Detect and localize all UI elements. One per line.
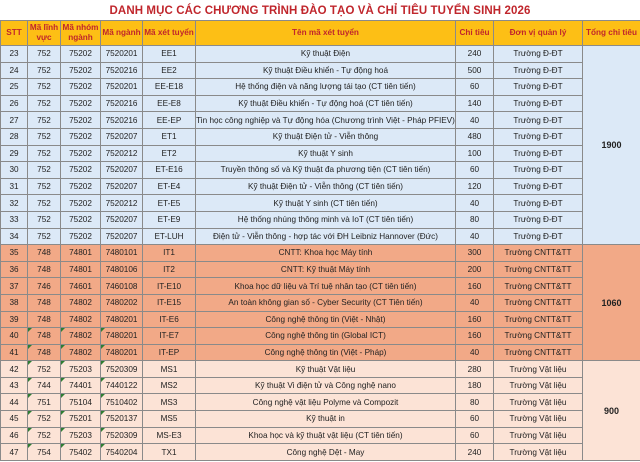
cell-stt: 38 bbox=[1, 294, 28, 311]
cell-stt: 39 bbox=[1, 311, 28, 328]
cell-ma-linh-vuc: 748 bbox=[28, 261, 61, 278]
cell-ten-ma-xet-tuyen: Kỹ thuật Vật liệu bbox=[196, 361, 456, 378]
cell-ma-linh-vuc: 746 bbox=[28, 278, 61, 295]
cell-ten-ma-xet-tuyen: Khoa học và kỹ thuật vật liệu (CT tiên tiến) bbox=[196, 427, 456, 444]
group-total-cell: 900 bbox=[583, 361, 640, 461]
col-header-ma-nganh: Mã ngành bbox=[101, 21, 143, 46]
cell-ma-nhom-nganh: 74801 bbox=[61, 245, 101, 262]
cell-ma-xet-tuyen: MS2 bbox=[143, 377, 196, 394]
cell-ma-nganh: 7480201 bbox=[101, 344, 143, 361]
cell-chi-tieu: 60 bbox=[456, 162, 494, 179]
cell-chi-tieu: 40 bbox=[456, 112, 494, 129]
cell-chi-tieu: 40 bbox=[456, 228, 494, 245]
group-total-cell: 1900 bbox=[583, 46, 640, 245]
cell-don-vi-quan-ly: Trường CNTT&TT bbox=[494, 328, 583, 345]
cell-stt: 47 bbox=[1, 444, 28, 461]
col-header-don-vi-quan-ly: Đơn vị quản lý bbox=[494, 21, 583, 46]
cell-ma-xet-tuyen: IT-EP bbox=[143, 344, 196, 361]
cell-ten-ma-xet-tuyen: CNTT: Kỹ thuật Máy tính bbox=[196, 261, 456, 278]
cell-stt: 40 bbox=[1, 328, 28, 345]
cell-ten-ma-xet-tuyen: Điện tử - Viễn thông - hợp tác với ĐH Leibniz Hannover (Đức) bbox=[196, 228, 456, 245]
cell-ma-nhom-nganh: 75201 bbox=[61, 411, 101, 428]
cell-ma-xet-tuyen: ET-LUH bbox=[143, 228, 196, 245]
cell-chi-tieu: 40 bbox=[456, 195, 494, 212]
cell-chi-tieu: 240 bbox=[456, 46, 494, 63]
cell-stt: 25 bbox=[1, 79, 28, 96]
cell-ma-linh-vuc: 752 bbox=[28, 228, 61, 245]
cell-stt: 36 bbox=[1, 261, 28, 278]
table-row bbox=[1, 95, 640, 112]
cell-stt: 29 bbox=[1, 145, 28, 162]
cell-ma-nganh: 7480101 bbox=[101, 245, 143, 262]
cell-ma-linh-vuc: 752 bbox=[28, 95, 61, 112]
cell-ten-ma-xet-tuyen: Truyền thông số và Kỹ thuật đa phương tiện (CT tiên tiến) bbox=[196, 162, 456, 179]
cell-ma-xet-tuyen: IT1 bbox=[143, 245, 196, 262]
cell-ma-nganh: 7520207 bbox=[101, 228, 143, 245]
cell-stt: 23 bbox=[1, 46, 28, 63]
cell-ma-nhom-nganh: 75202 bbox=[61, 128, 101, 145]
cell-stt: 35 bbox=[1, 245, 28, 262]
cell-don-vi-quan-ly: Trường Đ-ĐT bbox=[494, 95, 583, 112]
cell-stt: 45 bbox=[1, 411, 28, 428]
table-row bbox=[1, 112, 640, 129]
cell-ma-nhom-nganh: 74401 bbox=[61, 377, 101, 394]
cell-ma-xet-tuyen: ET-E9 bbox=[143, 211, 196, 228]
cell-don-vi-quan-ly: Trường Đ-ĐT bbox=[494, 46, 583, 63]
table-row bbox=[1, 361, 640, 378]
cell-stt: 42 bbox=[1, 361, 28, 378]
header-row bbox=[1, 21, 640, 46]
cell-ma-linh-vuc: 752 bbox=[28, 112, 61, 129]
cell-stt: 32 bbox=[1, 195, 28, 212]
cell-ma-nganh: 7520212 bbox=[101, 195, 143, 212]
table-row bbox=[1, 245, 640, 262]
cell-ma-nhom-nganh: 75202 bbox=[61, 145, 101, 162]
group-total-cell: 1060 bbox=[583, 245, 640, 361]
cell-ma-xet-tuyen: IT-E7 bbox=[143, 328, 196, 345]
cell-ma-linh-vuc: 748 bbox=[28, 294, 61, 311]
cell-ten-ma-xet-tuyen: Kỹ thuật Y sinh (CT tiên tiến) bbox=[196, 195, 456, 212]
col-header-ma-xet-tuyen: Mã xét tuyển bbox=[143, 21, 196, 46]
cell-ten-ma-xet-tuyen: Công nghệ thông tin (Global ICT) bbox=[196, 328, 456, 345]
cell-chi-tieu: 480 bbox=[456, 128, 494, 145]
cell-chi-tieu: 60 bbox=[456, 411, 494, 428]
table-row bbox=[1, 427, 640, 444]
cell-ma-xet-tuyen: EE2 bbox=[143, 62, 196, 79]
cell-ten-ma-xet-tuyen: Công nghệ Dệt - May bbox=[196, 444, 456, 461]
cell-ten-ma-xet-tuyen: Kỹ thuật in bbox=[196, 411, 456, 428]
admission-table bbox=[0, 20, 640, 461]
cell-ten-ma-xet-tuyen: Công nghệ thông tin (Việt - Nhật) bbox=[196, 311, 456, 328]
cell-ma-linh-vuc: 752 bbox=[28, 62, 61, 79]
table-row bbox=[1, 145, 640, 162]
cell-ma-nganh: 7520216 bbox=[101, 112, 143, 129]
cell-ma-xet-tuyen: ET1 bbox=[143, 128, 196, 145]
cell-ma-nganh: 7520216 bbox=[101, 95, 143, 112]
cell-ma-nganh: 7520201 bbox=[101, 46, 143, 63]
cell-ma-xet-tuyen: ET-E5 bbox=[143, 195, 196, 212]
cell-ma-xet-tuyen: EE-E18 bbox=[143, 79, 196, 96]
cell-stt: 33 bbox=[1, 211, 28, 228]
cell-ma-nganh: 7520137 bbox=[101, 411, 143, 428]
cell-ma-nganh: 7510402 bbox=[101, 394, 143, 411]
cell-ma-xet-tuyen: EE-E8 bbox=[143, 95, 196, 112]
table-row bbox=[1, 211, 640, 228]
cell-ma-nhom-nganh: 75202 bbox=[61, 95, 101, 112]
cell-don-vi-quan-ly: Trường Vật liệu bbox=[494, 411, 583, 428]
cell-ma-xet-tuyen: TX1 bbox=[143, 444, 196, 461]
cell-stt: 28 bbox=[1, 128, 28, 145]
table-row bbox=[1, 261, 640, 278]
cell-ma-nhom-nganh: 75203 bbox=[61, 361, 101, 378]
table-row bbox=[1, 195, 640, 212]
cell-chi-tieu: 160 bbox=[456, 278, 494, 295]
cell-ma-xet-tuyen: IT-E10 bbox=[143, 278, 196, 295]
cell-ten-ma-xet-tuyen: Kỹ thuật Điện bbox=[196, 46, 456, 63]
table-row bbox=[1, 411, 640, 428]
cell-chi-tieu: 280 bbox=[456, 361, 494, 378]
cell-don-vi-quan-ly: Trường Đ-ĐT bbox=[494, 228, 583, 245]
cell-stt: 44 bbox=[1, 394, 28, 411]
cell-ma-nhom-nganh: 75202 bbox=[61, 178, 101, 195]
cell-ma-linh-vuc: 748 bbox=[28, 328, 61, 345]
cell-don-vi-quan-ly: Trường Vật liệu bbox=[494, 361, 583, 378]
cell-ma-nganh: 7520309 bbox=[101, 427, 143, 444]
cell-ma-nhom-nganh: 75104 bbox=[61, 394, 101, 411]
cell-ten-ma-xet-tuyen: Kỹ thuật Vi điện tử và Công nghệ nano bbox=[196, 377, 456, 394]
cell-ma-linh-vuc: 752 bbox=[28, 211, 61, 228]
cell-chi-tieu: 120 bbox=[456, 178, 494, 195]
cell-ma-nhom-nganh: 75202 bbox=[61, 112, 101, 129]
cell-don-vi-quan-ly: Trường Vật liệu bbox=[494, 427, 583, 444]
cell-ma-xet-tuyen: EE1 bbox=[143, 46, 196, 63]
cell-ten-ma-xet-tuyen: Công nghệ vật liệu Polyme và Compozit bbox=[196, 394, 456, 411]
table-row bbox=[1, 79, 640, 96]
cell-ma-xet-tuyen: MS-E3 bbox=[143, 427, 196, 444]
table-row bbox=[1, 328, 640, 345]
table-row bbox=[1, 294, 640, 311]
col-header-chi-tieu: Chỉ tiêu bbox=[456, 21, 494, 46]
cell-stt: 26 bbox=[1, 95, 28, 112]
cell-ma-xet-tuyen: MS1 bbox=[143, 361, 196, 378]
cell-don-vi-quan-ly: Trường Đ-ĐT bbox=[494, 128, 583, 145]
table-row bbox=[1, 444, 640, 461]
cell-ma-xet-tuyen: IT-E6 bbox=[143, 311, 196, 328]
cell-ma-nganh: 7520309 bbox=[101, 361, 143, 378]
cell-ma-nganh: 7520207 bbox=[101, 178, 143, 195]
cell-ma-xet-tuyen: IT2 bbox=[143, 261, 196, 278]
cell-ma-linh-vuc: 752 bbox=[28, 361, 61, 378]
cell-chi-tieu: 60 bbox=[456, 79, 494, 96]
col-header-ma-linh-vuc: Mã lĩnh vực bbox=[28, 21, 61, 46]
cell-stt: 46 bbox=[1, 427, 28, 444]
cell-ma-linh-vuc: 752 bbox=[28, 145, 61, 162]
cell-ten-ma-xet-tuyen: An toàn không gian số - Cyber Security (CT Tiên tiến) bbox=[196, 294, 456, 311]
cell-ma-nganh: 7440122 bbox=[101, 377, 143, 394]
cell-don-vi-quan-ly: Trường Đ-ĐT bbox=[494, 62, 583, 79]
cell-don-vi-quan-ly: Trường CNTT&TT bbox=[494, 344, 583, 361]
cell-ten-ma-xet-tuyen: Kỹ thuật Điều khiển - Tự động hoá (CT tiên tiến) bbox=[196, 95, 456, 112]
cell-ma-linh-vuc: 752 bbox=[28, 178, 61, 195]
cell-don-vi-quan-ly: Trường Đ-ĐT bbox=[494, 178, 583, 195]
cell-don-vi-quan-ly: Trường CNTT&TT bbox=[494, 294, 583, 311]
cell-ma-nhom-nganh: 74802 bbox=[61, 344, 101, 361]
cell-ten-ma-xet-tuyen: Kỹ thuật Điều khiển - Tự động hoá bbox=[196, 62, 456, 79]
table-row bbox=[1, 311, 640, 328]
cell-ma-nhom-nganh: 74802 bbox=[61, 328, 101, 345]
cell-ten-ma-xet-tuyen: Khoa học dữ liệu và Trí tuệ nhân tạo (CT tiên tiến) bbox=[196, 278, 456, 295]
cell-chi-tieu: 180 bbox=[456, 377, 494, 394]
cell-stt: 30 bbox=[1, 162, 28, 179]
col-header-tong-chi-tieu: Tổng chỉ tiêu bbox=[583, 21, 640, 46]
cell-ma-nganh: 7480202 bbox=[101, 294, 143, 311]
col-header-stt: STT bbox=[1, 21, 28, 46]
cell-ma-linh-vuc: 748 bbox=[28, 245, 61, 262]
cell-don-vi-quan-ly: Trường Vật liệu bbox=[494, 444, 583, 461]
table-row bbox=[1, 46, 640, 63]
table-row bbox=[1, 128, 640, 145]
cell-don-vi-quan-ly: Trường Đ-ĐT bbox=[494, 211, 583, 228]
cell-chi-tieu: 40 bbox=[456, 294, 494, 311]
cell-ma-nhom-nganh: 74802 bbox=[61, 311, 101, 328]
table-row bbox=[1, 162, 640, 179]
cell-stt: 43 bbox=[1, 377, 28, 394]
cell-chi-tieu: 40 bbox=[456, 344, 494, 361]
cell-stt: 34 bbox=[1, 228, 28, 245]
cell-don-vi-quan-ly: Trường Đ-ĐT bbox=[494, 145, 583, 162]
cell-stt: 41 bbox=[1, 344, 28, 361]
cell-chi-tieu: 300 bbox=[456, 245, 494, 262]
cell-ma-linh-vuc: 748 bbox=[28, 311, 61, 328]
cell-don-vi-quan-ly: Trường CNTT&TT bbox=[494, 245, 583, 262]
cell-ma-nhom-nganh: 75202 bbox=[61, 228, 101, 245]
cell-ma-xet-tuyen: ET-E16 bbox=[143, 162, 196, 179]
cell-ten-ma-xet-tuyen: Hệ thống nhúng thông minh và IoT (CT tiên tiến) bbox=[196, 211, 456, 228]
cell-ma-nhom-nganh: 74601 bbox=[61, 278, 101, 295]
col-header-ma-nhom-nganh: Mã nhóm ngành bbox=[61, 21, 101, 46]
cell-ma-xet-tuyen: MS5 bbox=[143, 411, 196, 428]
cell-ma-linh-vuc: 752 bbox=[28, 46, 61, 63]
cell-ma-nganh: 7480106 bbox=[101, 261, 143, 278]
cell-chi-tieu: 240 bbox=[456, 444, 494, 461]
cell-don-vi-quan-ly: Trường CNTT&TT bbox=[494, 261, 583, 278]
cell-stt: 31 bbox=[1, 178, 28, 195]
cell-ma-nhom-nganh: 75202 bbox=[61, 46, 101, 63]
cell-ma-linh-vuc: 752 bbox=[28, 79, 61, 96]
cell-chi-tieu: 80 bbox=[456, 394, 494, 411]
cell-ma-linh-vuc: 752 bbox=[28, 195, 61, 212]
cell-ma-nganh: 7460108 bbox=[101, 278, 143, 295]
cell-ma-xet-tuyen: IT-E15 bbox=[143, 294, 196, 311]
cell-don-vi-quan-ly: Trường Đ-ĐT bbox=[494, 112, 583, 129]
cell-stt: 37 bbox=[1, 278, 28, 295]
cell-ma-nganh: 7520216 bbox=[101, 62, 143, 79]
cell-ma-linh-vuc: 748 bbox=[28, 344, 61, 361]
cell-ma-linh-vuc: 754 bbox=[28, 444, 61, 461]
cell-ma-linh-vuc: 752 bbox=[28, 162, 61, 179]
cell-ma-xet-tuyen: ET-E4 bbox=[143, 178, 196, 195]
cell-chi-tieu: 60 bbox=[456, 427, 494, 444]
cell-don-vi-quan-ly: Trường Vật liệu bbox=[494, 377, 583, 394]
cell-ten-ma-xet-tuyen: CNTT: Khoa học Máy tính bbox=[196, 245, 456, 262]
cell-ma-linh-vuc: 752 bbox=[28, 427, 61, 444]
cell-stt: 24 bbox=[1, 62, 28, 79]
cell-ma-linh-vuc: 752 bbox=[28, 128, 61, 145]
cell-ten-ma-xet-tuyen: Kỹ thuật Điện tử - Viễn thông bbox=[196, 128, 456, 145]
page-title: DANH MỤC CÁC CHƯƠNG TRÌNH ĐÀO TẠO VÀ CHỈ TIÊU TUYỂN SINH 2026 bbox=[109, 5, 531, 17]
cell-ma-nganh: 7480201 bbox=[101, 311, 143, 328]
cell-ma-nhom-nganh: 75202 bbox=[61, 162, 101, 179]
cell-don-vi-quan-ly: Trường CNTT&TT bbox=[494, 278, 583, 295]
cell-don-vi-quan-ly: Trường Vật liệu bbox=[494, 394, 583, 411]
cell-ma-nhom-nganh: 75202 bbox=[61, 62, 101, 79]
cell-don-vi-quan-ly: Trường CNTT&TT bbox=[494, 311, 583, 328]
cell-chi-tieu: 140 bbox=[456, 95, 494, 112]
cell-chi-tieu: 80 bbox=[456, 211, 494, 228]
cell-ma-linh-vuc: 744 bbox=[28, 377, 61, 394]
table-row bbox=[1, 377, 640, 394]
cell-chi-tieu: 500 bbox=[456, 62, 494, 79]
cell-ma-nhom-nganh: 75202 bbox=[61, 195, 101, 212]
col-header-ten-ma-xet-tuyen: Tên mã xét tuyển bbox=[196, 21, 456, 46]
cell-chi-tieu: 200 bbox=[456, 261, 494, 278]
cell-ma-xet-tuyen: MS3 bbox=[143, 394, 196, 411]
table-row bbox=[1, 344, 640, 361]
cell-ma-nganh: 7520201 bbox=[101, 79, 143, 96]
cell-chi-tieu: 160 bbox=[456, 328, 494, 345]
cell-ten-ma-xet-tuyen: Hệ thống điện và năng lượng tái tạo (CT tiên tiến) bbox=[196, 79, 456, 96]
cell-ten-ma-xet-tuyen: Kỹ thuật Y sinh bbox=[196, 145, 456, 162]
cell-ma-xet-tuyen: ET2 bbox=[143, 145, 196, 162]
table-row bbox=[1, 228, 640, 245]
cell-ma-xet-tuyen: EE-EP bbox=[143, 112, 196, 129]
cell-ma-nganh: 7520207 bbox=[101, 211, 143, 228]
table-row bbox=[1, 278, 640, 295]
cell-ma-linh-vuc: 751 bbox=[28, 394, 61, 411]
cell-ma-nganh: 7520207 bbox=[101, 162, 143, 179]
table-row bbox=[1, 394, 640, 411]
cell-don-vi-quan-ly: Trường Đ-ĐT bbox=[494, 79, 583, 96]
cell-ten-ma-xet-tuyen: Kỹ thuật Điện tử - Viễn thông (CT tiên tiến) bbox=[196, 178, 456, 195]
cell-ma-nhom-nganh: 75202 bbox=[61, 79, 101, 96]
cell-ma-nhom-nganh: 75203 bbox=[61, 427, 101, 444]
cell-ma-nhom-nganh: 74801 bbox=[61, 261, 101, 278]
cell-ma-nhom-nganh: 74802 bbox=[61, 294, 101, 311]
cell-don-vi-quan-ly: Trường Đ-ĐT bbox=[494, 195, 583, 212]
cell-ten-ma-xet-tuyen: Công nghệ thông tin (Việt - Pháp) bbox=[196, 344, 456, 361]
cell-don-vi-quan-ly: Trường Đ-ĐT bbox=[494, 162, 583, 179]
cell-ma-nganh: 7520207 bbox=[101, 128, 143, 145]
cell-ma-nganh: 7480201 bbox=[101, 328, 143, 345]
cell-stt: 27 bbox=[1, 112, 28, 129]
cell-chi-tieu: 160 bbox=[456, 311, 494, 328]
table-row bbox=[1, 62, 640, 79]
cell-ma-nganh: 7520212 bbox=[101, 145, 143, 162]
cell-ma-nhom-nganh: 75402 bbox=[61, 444, 101, 461]
cell-ma-nhom-nganh: 75202 bbox=[61, 211, 101, 228]
table-row bbox=[1, 178, 640, 195]
cell-chi-tieu: 100 bbox=[456, 145, 494, 162]
cell-ma-nganh: 7540204 bbox=[101, 444, 143, 461]
cell-ten-ma-xet-tuyen: Tin học công nghiệp và Tự động hóa (Chương trình Việt - Pháp PFIEV) bbox=[196, 112, 456, 129]
cell-ma-linh-vuc: 752 bbox=[28, 411, 61, 428]
